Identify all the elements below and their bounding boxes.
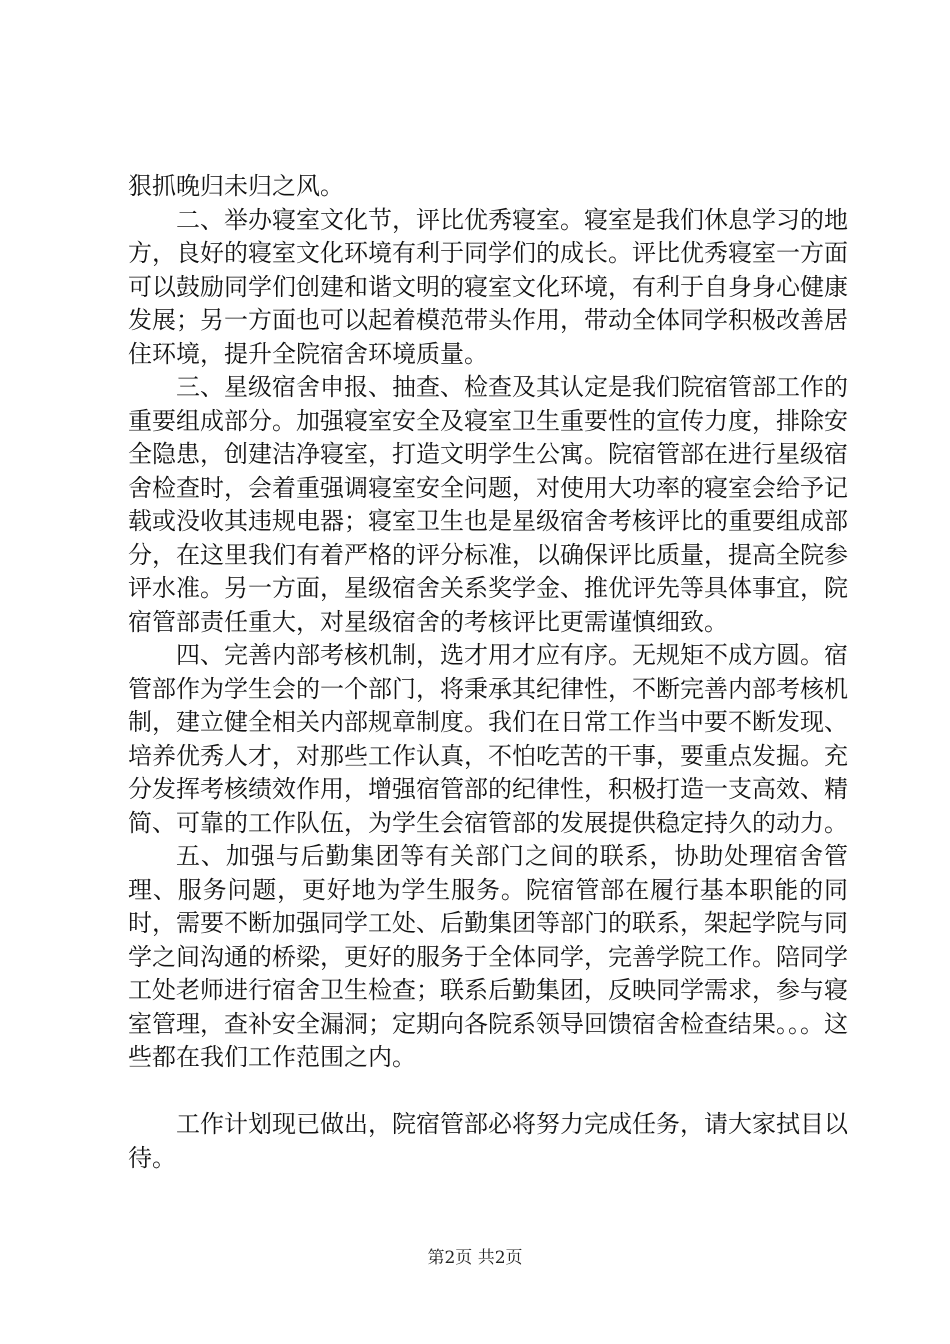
paragraph-item-2: 二、举办寝室文化节，评比优秀寝室。寝室是我们休息学习的地方，良好的寝室文化环境有利于同学们的成长。评比优秀寝室一方面可以鼓励同学们创建和谐文明的寝室文化环境，有利于自身身心健康发展；另一方面也可以起着模范带头作用，带动全体同学积极改善居住环境，提升全院宿舍环境质量。	[128, 205, 848, 368]
paragraph-item-3: 三、星级宿舍申报、抽查、检查及其认定是我们院宿管部工作的重要组成部分。加强寝室安全及寝室卫生重要性的宣传力度，排除安全隐患，创建洁净寝室，打造文明学生公寓。院宿管部在进行星级宿舍检查时，会着重强调寝室安全问题，对使用大功率的寝室会给予记载或没收其违规电器；寝室卫生也是星级宿舍考核评比的重要组成部分，在这里我们有着严格的评分标准，以确保评比质量，提高全院参评水准。另一方面，星级宿舍关系奖学金、推优评先等具体事宜，院宿管部责任重大，对星级宿舍的考核评比更需谨慎细致。	[128, 373, 848, 636]
paragraph-item-4: 四、完善内部考核机制，选才用才应有序。无规矩不成方圆。宿管部作为学生会的一个部门，将秉承其纪律性，不断完善内部考核机制，建立健全相关内部规章制度。我们在日常工作当中要不断发现、培养优秀人才，对那些工作认真，不怕吃苦的干事，要重点发掘。充分发挥考核绩效作用，增强宿管部的纪律性，积极打造一支高效、精简、可靠的工作队伍，为学生会宿管部的发展提供稳定持久的动力。	[128, 641, 848, 837]
page-footer: 第2页 共2页	[427, 1248, 523, 1268]
paragraph-conclusion: 工作计划现已做出，院宿管部必将努力完成任务，请大家拭目以待。	[128, 1110, 848, 1172]
document-body	[128, 170, 848, 1175]
paragraph-continuation: 狠抓晚归未归之风。	[128, 172, 344, 200]
paragraph-item-5: 五、加强与后勤集团等有关部门之间的联系，协助处理宿舍管理、服务问题，更好地为学生服务。院宿管部在履行基本职能的同时，需要不断加强同学工处、后勤集团等部门的联系，架起学院与同学之间沟通的桥梁，更好的服务于全体同学，完善学院工作。陪同学工处老师进行宿舍卫生检查；联系后勤集团，反映同学需求，参与寝室管理，查补安全漏洞；定期向各院系领导回馈宿舍检查结果。。。这些都在我们工作范围之内。	[128, 842, 848, 1071]
